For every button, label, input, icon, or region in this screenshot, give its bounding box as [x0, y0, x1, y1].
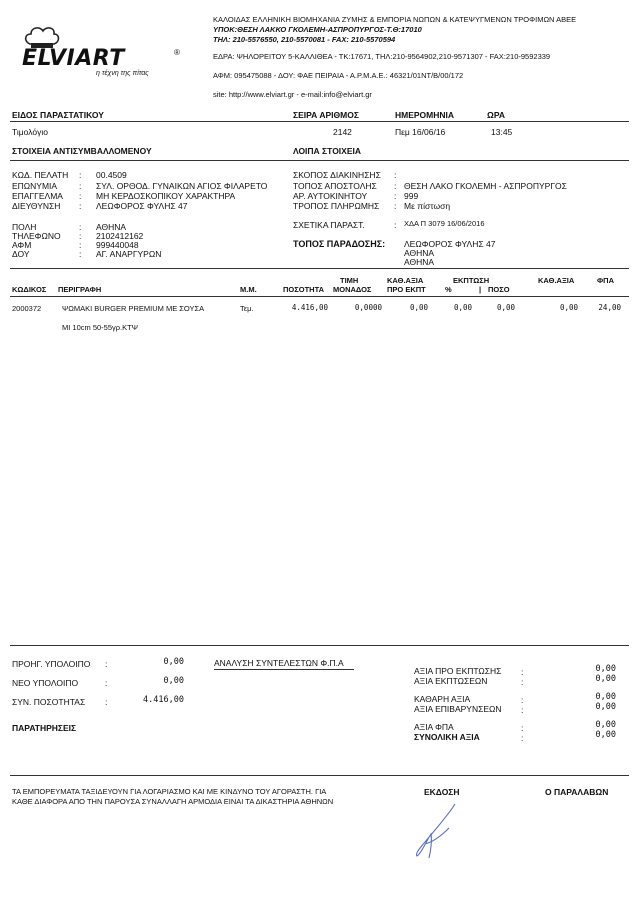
net-value: 0,00 — [595, 692, 616, 702]
vat-value-label: ΑΞΙΑ ΦΠΑ — [414, 722, 454, 732]
row-code: 2000372 — [12, 304, 42, 313]
customer-address-label: ΔΙΕΥΘΥΝΣΗ — [12, 201, 61, 211]
colon: : — [394, 191, 397, 201]
th-vat: ΦΠΑ — [597, 276, 614, 285]
new-balance-label: ΝΕΟ ΥΠΟΛΟΙΠΟ — [12, 678, 79, 688]
th-discount-pct: % — [445, 285, 452, 294]
colon: : — [521, 705, 524, 715]
receiver-label: Ο ΠΑΡΑΛΑΒΩΝ — [545, 787, 609, 797]
colon: : — [394, 201, 397, 211]
vehicle-label: ΑΡ. ΑΥΤΟΚΙΝΗΤΟΥ — [293, 191, 368, 201]
customer-city-label: ΠΟΛΗ — [12, 222, 37, 232]
new-balance: 0,00 — [163, 676, 184, 686]
delivery-line-3: ΑΘΗΝΑ — [404, 257, 435, 267]
row-unit-price: 0,0000 — [354, 303, 382, 312]
th-unit: Μ.Μ. — [240, 285, 257, 294]
related: ΧΔΑ Π 3079 16/06/2016 — [404, 219, 485, 228]
vat-analysis-title: ΑΝΑΛΥΣΗ ΣΥΝΤΕΛΕΣΤΩΝ Φ.Π.Α — [214, 658, 344, 668]
doc-series: 2142 — [333, 127, 352, 137]
th-quantity: ΠΟΣΟΤΗΤΑ — [283, 285, 325, 294]
th-discount-amount: ΠΟΣΟ — [488, 285, 510, 294]
payment-label: ΤΡΟΠΟΣ ΠΛΗΡΩΜΗΣ — [293, 201, 380, 211]
row-discount-pct: 0,00 — [453, 303, 472, 312]
company-seat: ΕΔΡΑ: ΨΗΛΟΡΕΙΤΟΥ 5-ΚΑΛΛΙΘΕΑ - ΤΚ:17671, ΤΗΛ:210-9564902,210-9571307 - FAX:210-9592339 — [213, 52, 551, 61]
company-name: ΚΑΛΟΙΔΑΣ ΕΛΛΗΝΙΚΗ ΒΙΟΜΗΧΑΝΙΑ ΖΥΜΗΣ & ΕΜΠΟΡΙΑ ΝΩΠΩΝ & ΚΑΤΕΨΥΓΜΕΝΩΝ ΤΡΟΦΙΜΩΝ ΑΒΕΕ — [213, 15, 577, 24]
row-description-cont: ΜΙ 10cm 50-55γρ.ΚΤΨ — [62, 323, 138, 332]
row-quantity: 4.416,00 — [291, 303, 328, 312]
value-before-discount: 0,00 — [595, 664, 616, 674]
total-qty: 4.416,00 — [143, 695, 184, 705]
terms-line-2: ΚΑΘΕ ΔΙΑΦΟΡΑ ΑΠΟ ΤΗΝ ΠΑΡΟΥΣΑ ΣΥΝΑΛΛΑΓΗ ΑΡΜΟΔΙΑ ΕΙΝΑΙ ΤΑ ΔΙΚΑΣΤΗΡΙΑ ΑΘΗΝΩΝ — [12, 797, 334, 806]
colon: : — [79, 222, 82, 232]
colon: : — [79, 181, 82, 191]
doc-time: 13:45 — [491, 127, 513, 137]
charges-label: ΑΞΙΑ ΕΠΙΒΑΡΥΝΣΕΩΝ — [414, 704, 502, 714]
colon: : — [105, 659, 108, 669]
place: ΘΕΣΗ ΛΑΚΟ ΓΚΟΛΕΜΗ - ΑΣΠΡΟΠΥΡΓΟΣ — [404, 181, 567, 191]
prev-balance-label: ΠΡΟΗΓ. ΥΠΟΛΟΙΠΟ — [12, 659, 91, 669]
customer-phone: 2102412162 — [96, 231, 144, 241]
customer-address: ΛΕΩΦΟΡΟΣ ΦΥΛΗΣ 47 — [96, 201, 188, 211]
company-tax-info: ΑΦΜ: 095475088 - ΔΟΥ: ΦΑΕ ΠΕΙΡΑΙΑ - Α.Ρ.Μ.Α.Ε.: 46321/01ΝΤ/Β/00/172 — [213, 71, 464, 80]
related-label: ΣΧΕΤΙΚΑ ΠΑΡΑΣΤ. — [293, 220, 365, 230]
grand-total: 0,00 — [595, 730, 616, 740]
payment: Με πίστωση — [404, 201, 451, 211]
th-discount: ΕΚΠΤΩΣΗ — [453, 276, 490, 285]
colon: : — [394, 170, 397, 180]
colon: : — [521, 677, 524, 687]
colon: : — [79, 231, 82, 241]
company-phones: ΤΗΛ: 210-5576550, 210-5570081 - FAX: 210-5570594 — [213, 35, 396, 44]
customer-phone-label: ΤΗΛΕΦΩΝΟ — [12, 231, 61, 241]
th-net-value: ΚΑΘ.ΑΞΙΑ — [538, 276, 575, 285]
doc-time-label: ΩΡΑ — [487, 110, 505, 120]
customer-doy: ΑΓ. ΑΝΑΡΓΥΡΩΝ — [96, 249, 162, 259]
colon: : — [521, 723, 524, 733]
customer-city: ΑΘΗΝΑ — [96, 222, 127, 232]
colon: : — [79, 240, 82, 250]
issuer-label: ΕΚΔΟΣΗ — [424, 787, 460, 797]
counterparty-title: ΣΤΟΙΧΕΙΑ ΑΝΤΙΣΥΜΒΑΛΛΟΜΕΝΟΥ — [12, 146, 152, 156]
grand-total-label: ΣΥΝΟΛΙΚΗ ΑΞΙΑ — [414, 732, 480, 742]
colon: : — [79, 249, 82, 259]
colon: : — [394, 220, 397, 230]
vat-analysis-underline — [214, 669, 354, 670]
doc-date-label: ΗΜΕΡΟΜΗΝΙΑ — [395, 110, 455, 120]
delivery-label: ΤΟΠΟΣ ΠΑΡΑΔΟΣΗΣ: — [293, 239, 386, 249]
company-branch: ΥΠΟΚ:ΘΕΣΗ ΛΑΚΚΟ ΓΚΟΛΕΜΗ-ΑΣΠΡΟΠΥΡΓΟΣ-Τ.Θ:17010 — [213, 25, 422, 34]
place-label: ΤΟΠΟΣ ΑΠΟΣΤΟΛΗΣ — [293, 181, 377, 191]
customer-afm-label: ΑΦΜ — [12, 240, 32, 250]
vat-value: 0,00 — [595, 720, 616, 730]
delivery-line-2: ΑΘΗΝΑ — [404, 248, 435, 258]
customer-name: ΣΥΛ. ΟΡΘΟΔ. ΓΥΝΑΙΚΩΝ ΑΓΙΟΣ ΦΙΛΑΡΕΤΟ — [96, 181, 268, 191]
logo-registered-mark: ® — [174, 48, 180, 57]
customer-code: 00.4509 — [96, 170, 127, 180]
issuer-signature — [405, 800, 465, 862]
terms-line-1: ΤΑ ΕΜΠΟΡΕΥΜΑΤΑ ΤΑΞΙΔΕΥΟΥΝ ΓΙΑ ΛΟΓΑΡΙΑΣΜΟ ΚΑΙ ΜΕ ΚΙΝΔΥΝΟ ΤΟΥ ΑΓΟΡΑΣΤΗ. ΓΙΑ — [12, 787, 327, 796]
customer-job-label: ΕΠΑΓΓΕΛΜΑ — [12, 191, 63, 201]
charges-value: 0,00 — [595, 702, 616, 712]
colon: : — [521, 733, 524, 743]
th-code: ΚΩΔΙΚΟΣ — [12, 285, 47, 294]
prev-balance: 0,00 — [163, 657, 184, 667]
th-discount-sep: | — [479, 285, 482, 294]
notes-label: ΠΑΡΑΤΗΡΗΣΕΙΣ — [12, 723, 77, 733]
row-discount-amount: 0,00 — [496, 303, 515, 312]
customer-doy-label: ΔΟΥ — [12, 249, 30, 259]
purpose-label: ΣΚΟΠΟΣ ΔΙΑΚΙΝΗΣΗΣ — [293, 170, 381, 180]
row-net: 0,00 — [559, 303, 578, 312]
value-before-discount-label: ΑΞΙΑ ΠΡΟ ΕΚΠΤΩΣΗΣ — [414, 666, 502, 676]
colon: : — [105, 697, 108, 707]
th-gross-2: ΠΡΟ ΕΚΠΤ — [387, 285, 426, 294]
row-gross: 0,00 — [409, 303, 428, 312]
company-web: site: http://www.elviart.gr - e-mail:info@elviart.gr — [213, 90, 372, 99]
row-vat: 24,00 — [598, 303, 621, 312]
other-title: ΛΟΙΠΑ ΣΤΟΙΧΕΙΑ — [293, 146, 362, 156]
th-price-2: ΜΟΝΑΔΟΣ — [333, 285, 372, 294]
logo-tagline: η τέχνη της πίτας — [96, 70, 149, 77]
doc-type: Τιμολόγιο — [12, 127, 48, 137]
colon: : — [79, 201, 82, 211]
th-gross-1: ΚΑΘ.ΑΞΙΑ — [387, 276, 424, 285]
th-description: ΠΕΡΙΓΡΑΦΗ — [58, 285, 102, 294]
colon: : — [79, 191, 82, 201]
total-qty-label: ΣΥΝ. ΠΟΣΟΤΗΤΑΣ — [12, 697, 86, 707]
doc-type-label: ΕΙΔΟΣ ΠΑΡΑΣΤΑΤΙΚΟΥ — [12, 110, 104, 120]
row-unit: Τεμ. — [240, 304, 254, 313]
colon: : — [521, 695, 524, 705]
colon: : — [105, 678, 108, 688]
vehicle: 999 — [404, 191, 419, 201]
customer-afm: 999440048 — [96, 240, 139, 250]
doc-date: Πεμ 16/06/16 — [395, 127, 446, 137]
row-description: ΨΩΜΑΚΙ BURGER PREMIUM ΜΕ ΣΟΥΣΑ — [62, 304, 205, 313]
logo-name: ELVIART — [22, 46, 125, 71]
colon: : — [394, 181, 397, 191]
th-price-1: ΤΙΜΗ — [340, 276, 359, 285]
discounts-value: 0,00 — [595, 674, 616, 684]
net-value-label: ΚΑΘΑΡΗ ΑΞΙΑ — [414, 694, 471, 704]
delivery-line-1: ΛΕΩΦΟΡΟΣ ΦΥΛΗΣ 47 — [404, 239, 496, 249]
doc-series-label: ΣΕΙΡΑ ΑΡΙΘΜΟΣ — [293, 110, 359, 120]
colon: : — [521, 667, 524, 677]
customer-code-label: ΚΩΔ. ΠΕΛΑΤΗ — [12, 170, 69, 180]
customer-name-label: ΕΠΩΝΥΜΙΑ — [12, 181, 58, 191]
discounts-label: ΑΞΙΑ ΕΚΠΤΩΣΕΩΝ — [414, 676, 488, 686]
colon: : — [79, 170, 82, 180]
customer-job: ΜΗ ΚΕΡΔΟΣΚΟΠΙΚΟΥ ΧΑΡΑΚΤΗΡΑ — [96, 191, 236, 201]
